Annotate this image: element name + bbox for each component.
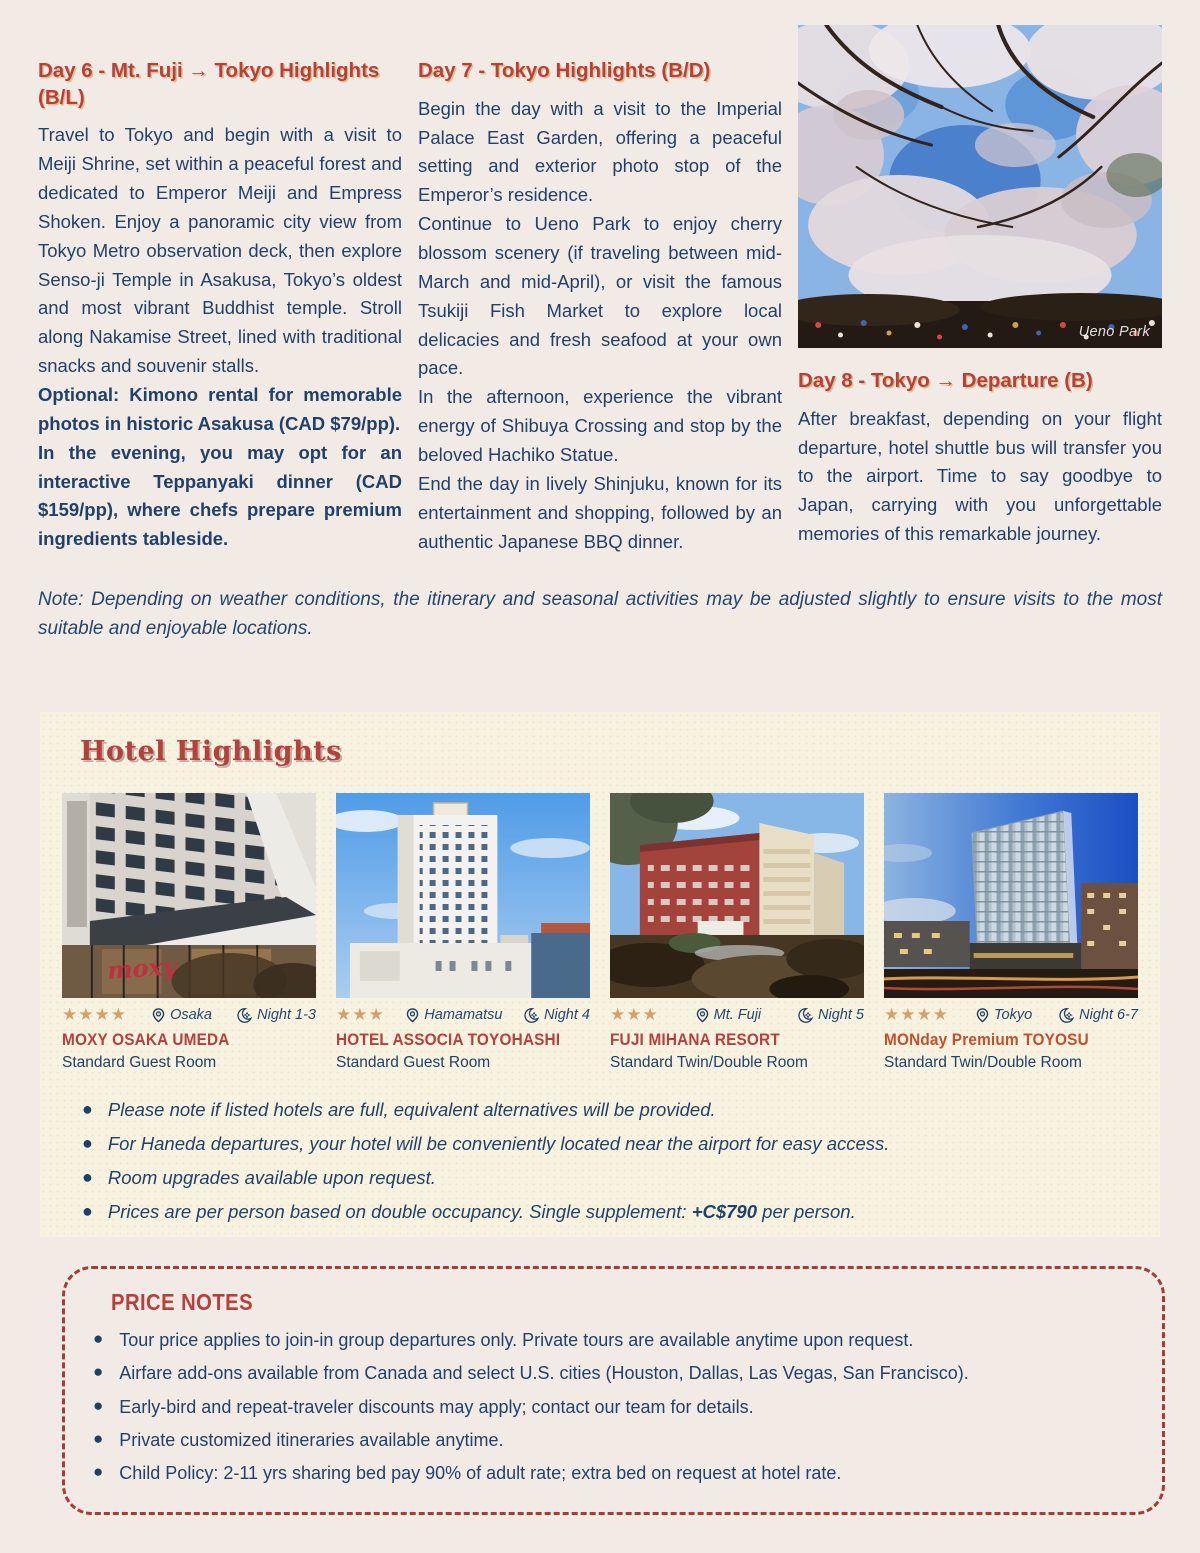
hotel-photo-associa [336,793,590,998]
room-type: Standard Twin/Double Room [884,1054,1082,1071]
moon-star-icon [1058,1007,1075,1024]
weather-note: Note: Depending on weather conditions, the itinerary and seasonal activities may be adjusted slightly to ensure visits to the most suitable and enjoyable locations. [38,589,1162,639]
price-note-text: Tour price applies to join-in group departures only. Private tours are available anytime upon request. [119,1330,914,1350]
day-columns [0,25,1200,556]
moxy-sign-text: moxy [106,952,178,985]
hotel-highlights-panel [40,712,1160,1237]
hotel-location [695,1007,762,1023]
hotel-location [405,1007,502,1023]
day7-paragraph-4: End the day in lively Shinjuku, known for its entertainment and shopping, followed by an authentic Japanese BBQ dinner. [418,472,782,552]
day7-paragraph-1: Begin the day with a visit to the Imperial Palace East Garden, offering a peaceful setting and exterior photo stop of the Emperor’s residence. [418,97,782,206]
star-rating: ★★★★ [884,1005,949,1024]
price-note-text: Airfare add-ons available from Canada and select U.S. cities (Houston, Dallas, Las Vegas, San Francisco). [119,1363,969,1384]
nights-label: Night 1-3 [257,1007,316,1023]
hotel-meta-fuji-mihana [610,1005,864,1025]
day7-paragraph-2: Continue to Ueno Park to enjoy cherry blossom scenery (if traveling between mid-March and mid-April), or visit the famous Tsukiji Fish Market to explore local delicacies and fresh seafood at your own pace. [418,213,782,379]
nights-label: Night 5 [818,1007,864,1023]
hotel-note-item [82,1166,1130,1191]
hotel-notes-list [82,1098,1130,1225]
price-note-text: Private customized itineraries available anytime. [119,1429,504,1450]
ueno-park-photo [798,25,1162,348]
day8-paragraph: After breakfast, depending on your flight departure, hotel shuttle bus will transfer you to the airport. Time to say goodbye to Japan, carrying with you unforgettable memories of this remarkable journey. [798,407,1162,545]
location-label: Tokyo [993,1007,1033,1023]
nights-label: Night 6-7 [1079,1007,1138,1023]
cherry-blossom-image [798,25,1162,348]
price-note-item [93,1395,1134,1419]
room-type: Standard Guest Room [336,1054,491,1071]
fuji-mihana-building-image [610,793,864,998]
hotel-cards [40,793,1160,1072]
bullet-dot: ● [93,1395,104,1415]
day7-paragraph-3: In the afternoon, experience the vibrant energy of Shibuya Crossing and stop by the beloved Hachiko Statue. [418,386,782,465]
bullet-dot: ● [93,1428,104,1448]
photo-caption: Ueno Park [1078,324,1150,340]
bullet-dot: ● [82,1200,93,1221]
location-label: Mt. Fuji [713,1007,762,1023]
room-type: Standard Guest Room [62,1054,217,1071]
star-rating: ★★★ [336,1005,385,1024]
price-note-text: Child Policy: 2-11 yrs sharing bed pay 90% of adult rate; extra bed on request at hotel rate. [119,1463,842,1484]
location-pin-icon [695,1007,710,1023]
bullet-dot: ● [82,1132,93,1153]
hotel-note-item [82,1132,1130,1157]
hotel-card-associa [336,793,590,1072]
hotel-note-text: Room upgrades available upon request. [107,1166,436,1188]
price-note-item [93,1461,1134,1485]
hotel-note-text: For Haneda departures, your hotel will be conveniently located near the airport for easy access. [107,1132,890,1154]
hotel-meta-associa [336,1005,590,1025]
day7-column [418,25,782,556]
hotel-nights [236,1007,316,1024]
hotel-nights [523,1007,590,1024]
hotel-card-moxy [62,793,316,1072]
hotel-meta-monday [884,1005,1138,1025]
hotel-nights [1058,1007,1138,1024]
hotel-note-text: Please note if listed hotels are full, equivalent alternatives will be provided. [107,1099,716,1120]
bullet-dot: ● [82,1099,93,1119]
day6-paragraph: Travel to Tokyo and begin with a visit to Meiji Shrine, set within a peaceful forest and dedicated to Emperor Meiji and Empress Shoken. Enjoy a panoramic city view from Tokyo Metro observation deck, then explore Senso-ji Temple in Asakusa, Tokyo’s oldest and most vibrant Buddhist temple. Stroll along Nakamise Street, lined with traditional snacks and souvenir stalls. [38,124,402,377]
price-note-item [93,1361,1134,1385]
price-notes-box [62,1266,1165,1515]
supplement-pre: Prices are per person based on double occupancy. Single supplement: [107,1200,692,1222]
hotel-photo-monday [884,793,1138,998]
location-pin-icon [151,1007,166,1023]
location-pin-icon [975,1007,990,1023]
price-note-item [93,1428,1134,1452]
moon-star-icon [797,1007,814,1024]
day6-title: Day 6 - Mt. Fuji → Tokyo Highlights (B/L) [38,59,380,109]
hotel-location [975,1007,1032,1023]
day7-title: Day 7 - Tokyo Highlights (B/D) [418,59,711,82]
hotel-note-text [108,1200,856,1225]
hotel-location [151,1007,212,1023]
day8-column [798,25,1162,549]
price-notes-title: PRICE NOTES [111,1289,254,1315]
bullet-dot: ● [93,1362,104,1382]
location-pin-icon [405,1007,420,1023]
associa-building-image [336,793,590,998]
hotel-name: FUJI MIHANA RESORT [610,1031,780,1049]
monday-building-image [884,793,1138,998]
hotel-name: MONday Premium TOYOSU [884,1031,1089,1049]
location-label: Osaka [170,1007,213,1023]
hotel-note-item-supplement [82,1200,1130,1225]
hotel-highlights-title: Hotel Highlights [80,736,342,767]
day6-optional-dinner: In the evening, you may opt for an interactive Teppanyaki dinner (CAD $159/pp), where chefs prepare premium ingredients tableside. [38,441,402,550]
nights-label: Night 4 [544,1007,590,1023]
bullet-dot: ● [82,1166,93,1187]
price-note-item [93,1328,1134,1352]
price-note-text: Early-bird and repeat-traveler discounts may apply; contact our team for details. [119,1396,754,1417]
hotel-name: HOTEL ASSOCIA TOYOHASHI [336,1031,561,1049]
bullet-dot: ● [93,1462,104,1482]
hotel-card-monday [884,793,1138,1072]
star-rating: ★★★★ [62,1005,127,1024]
supplement-post: per person. [757,1200,856,1222]
hotel-photo-fuji-mihana [610,793,864,998]
room-type: Standard Twin/Double Room [610,1054,808,1071]
supplement-amount: +C$790 [691,1200,758,1222]
day6-column [38,25,402,554]
hotel-meta-moxy [62,1005,316,1025]
day6-optional-kimono: Optional: Kimono rental for memorable photos in historic Asakusa (CAD $79/pp). [38,384,402,434]
hotel-name: MOXY OSAKA UMEDA [62,1031,230,1049]
hotel-card-fuji-mihana [610,793,864,1072]
location-label: Hamamatsu [424,1007,503,1023]
hotel-nights [797,1007,864,1024]
moon-star-icon [523,1007,540,1024]
day8-title: Day 8 - Tokyo → Departure (B) [798,369,1093,392]
bullet-dot: ● [93,1329,104,1348]
hotel-note-item [82,1098,1130,1123]
moon-star-icon [236,1007,253,1024]
moxy-building-image [62,793,316,998]
hotel-photo-moxy [62,793,316,998]
star-rating: ★★★ [610,1005,659,1024]
